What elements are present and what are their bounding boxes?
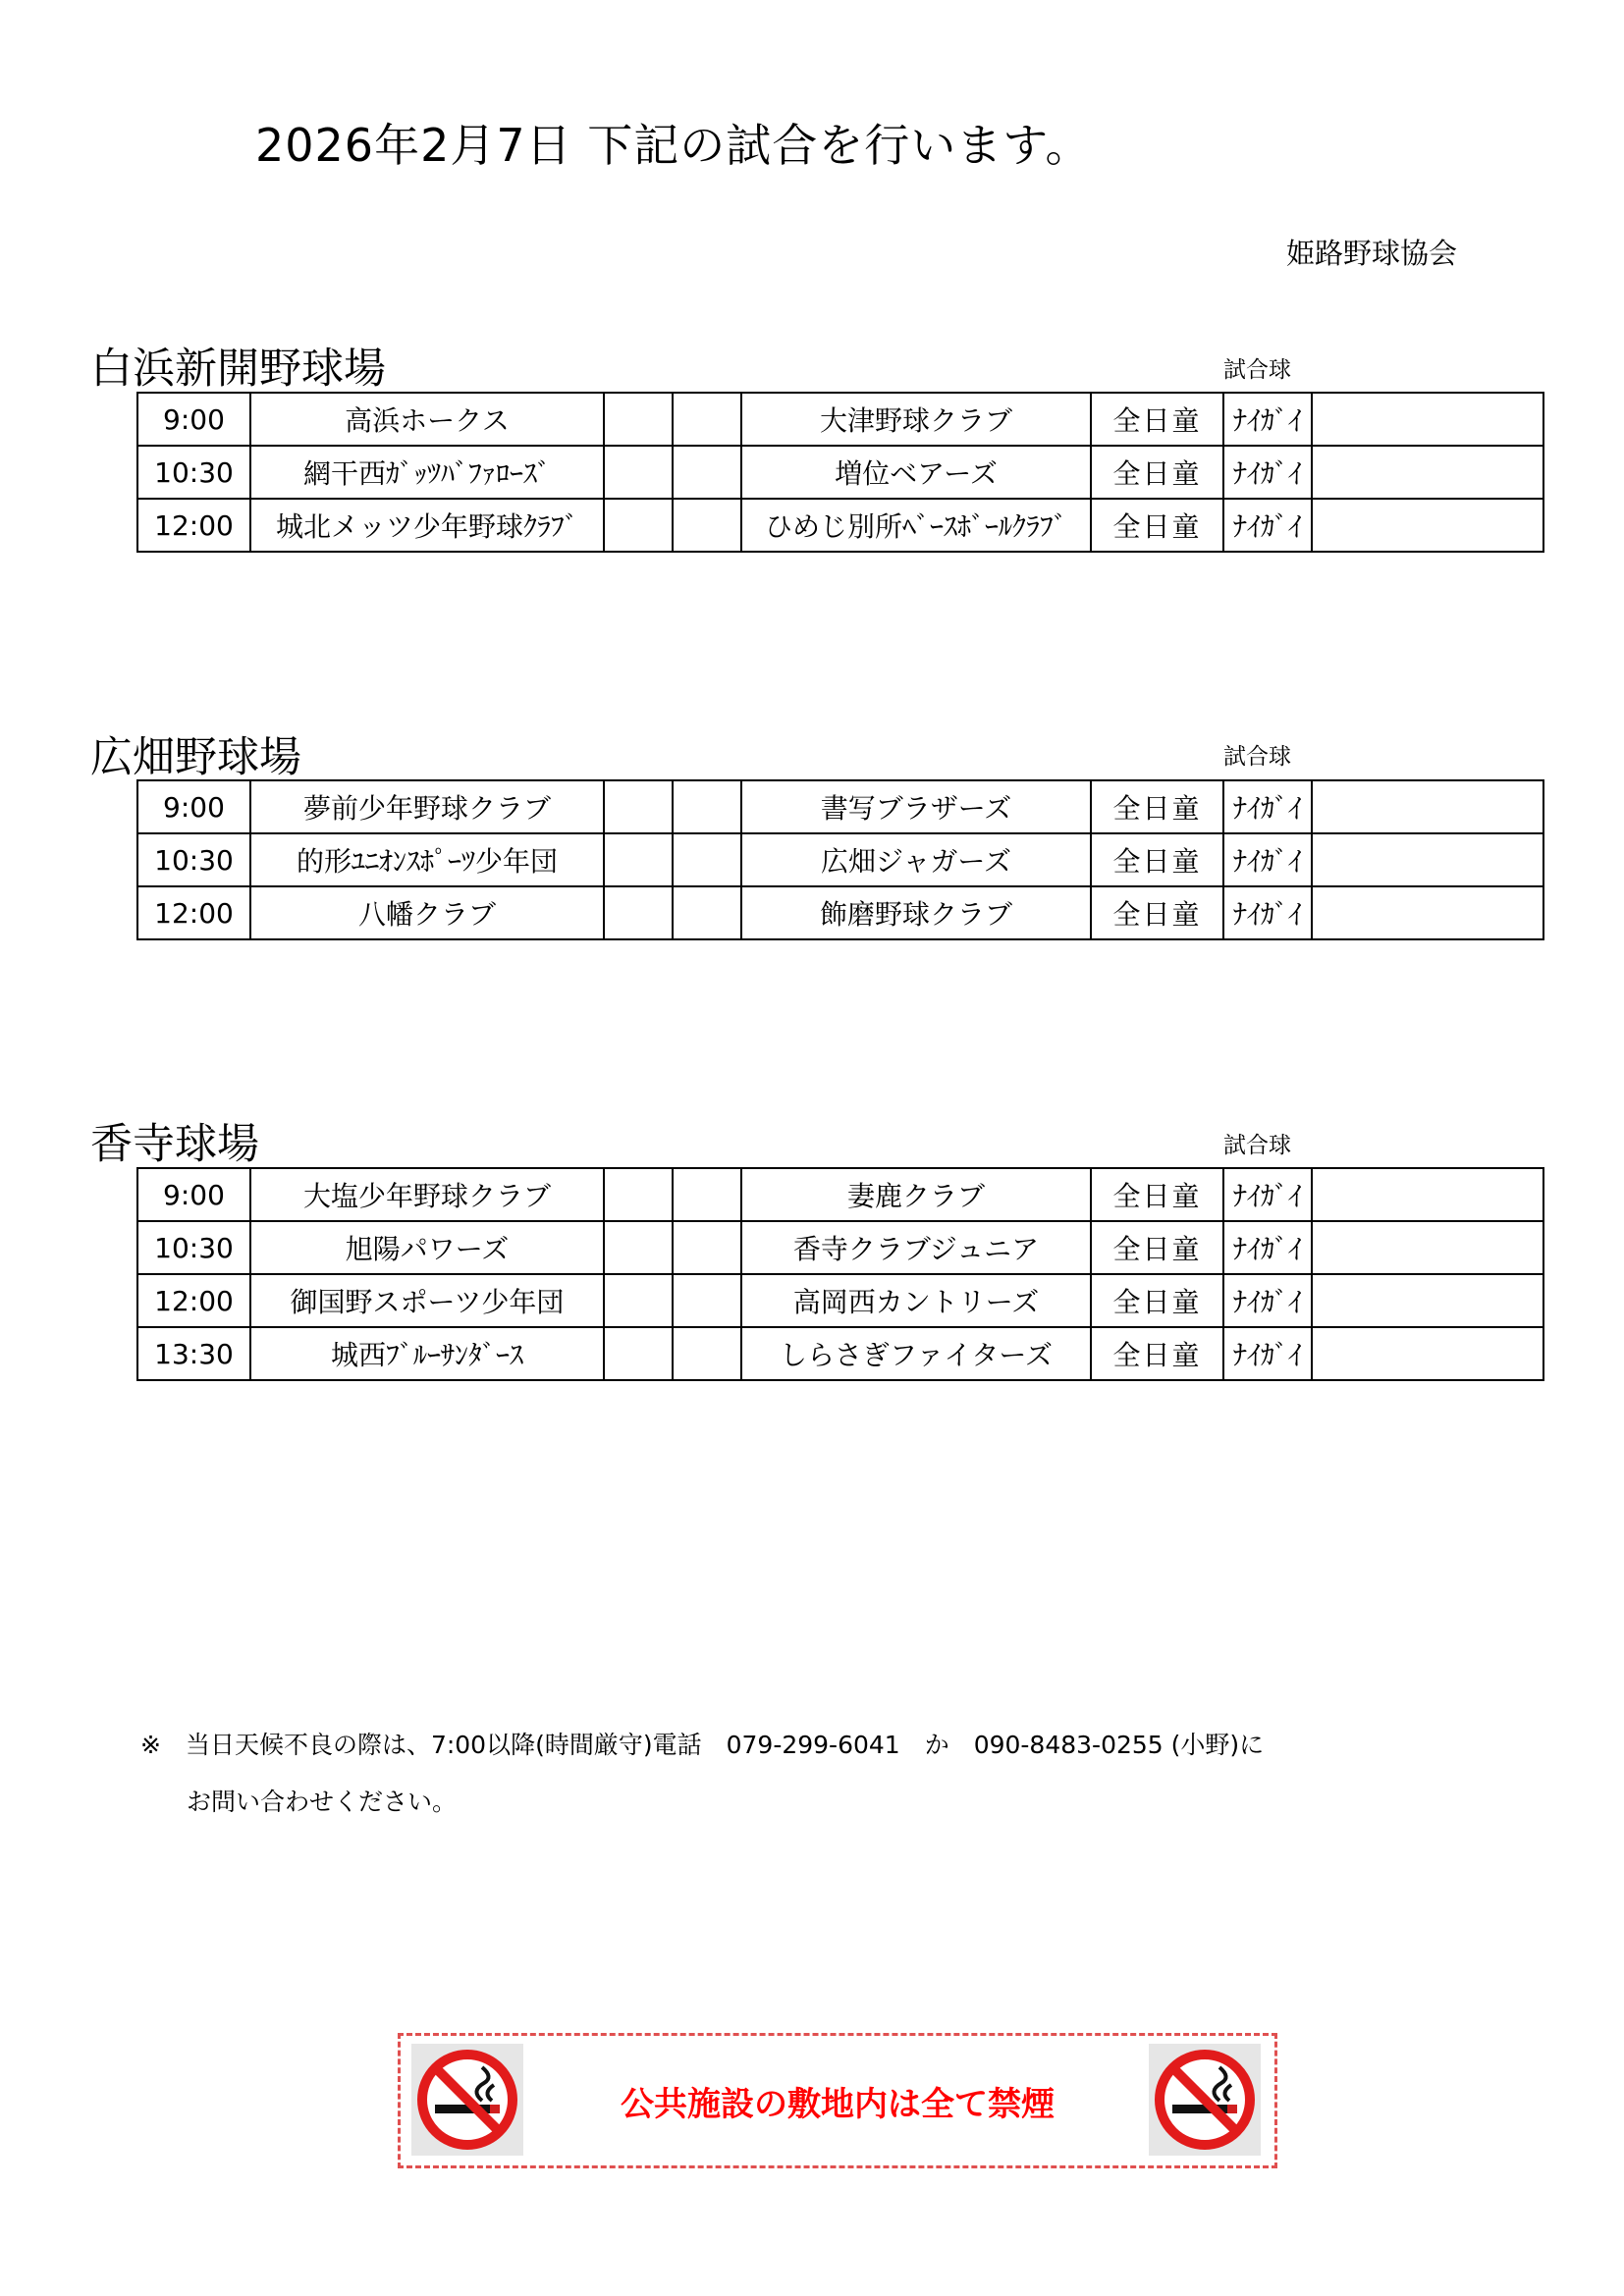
game-category: 全日童	[1091, 1274, 1223, 1327]
ball-column-label: 試合球	[1223, 1133, 1291, 1158]
schedule-table	[136, 779, 1544, 940]
remarks-cell	[1312, 393, 1543, 446]
organizer-name: 姫路野球協会	[1286, 237, 1458, 270]
ball-column-label: 試合球	[1223, 357, 1291, 383]
away-team: 増位ベアーズ	[741, 446, 1091, 499]
schedule-table	[136, 1167, 1544, 1381]
home-team: 御国野スポーツ少年団	[250, 1274, 604, 1327]
away-team: 妻鹿クラブ	[741, 1168, 1091, 1221]
game-category: 全日童	[1091, 833, 1223, 886]
schedule-row	[137, 1274, 1543, 1327]
home-team: 八幡クラブ	[250, 886, 604, 939]
score-cell	[673, 499, 741, 552]
game-category: 全日童	[1091, 1221, 1223, 1274]
away-team: ひめじ別所ﾍﾞｰｽﾎﾞｰﾙｸﾗﾌﾞ	[741, 499, 1091, 552]
score-cell	[673, 1221, 741, 1274]
game-ball: ﾅｲｶﾞｲ	[1223, 1274, 1312, 1327]
score-cell	[604, 833, 673, 886]
score-cell	[604, 780, 673, 833]
score-cell	[604, 1327, 673, 1380]
schedule-row	[137, 393, 1543, 446]
away-team: 大津野球クラブ	[741, 393, 1091, 446]
game-time: 9:00	[137, 780, 250, 833]
game-ball: ﾅｲｶﾞｲ	[1223, 886, 1312, 939]
game-time: 9:00	[137, 393, 250, 446]
remarks-cell	[1312, 833, 1543, 886]
score-cell	[673, 1168, 741, 1221]
game-time: 13:30	[137, 1327, 250, 1380]
game-ball: ﾅｲｶﾞｲ	[1223, 1221, 1312, 1274]
score-cell	[673, 446, 741, 499]
remarks-cell	[1312, 1168, 1543, 1221]
away-team: 香寺クラブジュニア	[741, 1221, 1091, 1274]
game-category: 全日童	[1091, 780, 1223, 833]
game-ball: ﾅｲｶﾞｲ	[1223, 1168, 1312, 1221]
score-cell	[673, 393, 741, 446]
game-ball: ﾅｲｶﾞｲ	[1223, 393, 1312, 446]
remarks-cell	[1312, 1327, 1543, 1380]
no-smoking-text: 公共施設の敷地内は全て禁煙	[621, 2085, 1055, 2124]
schedule-row	[137, 833, 1543, 886]
weather-notice: ※ 当日天候不良の際は、7:00以降(時間厳守)電話 079-299-6041 か 090-8483-0255 (小野)に	[140, 1731, 1265, 1759]
game-ball: ﾅｲｶﾞｲ	[1223, 1327, 1312, 1380]
remarks-cell	[1312, 1221, 1543, 1274]
schedule-table	[136, 392, 1544, 553]
remarks-cell	[1312, 499, 1543, 552]
game-category: 全日童	[1091, 886, 1223, 939]
game-category: 全日童	[1091, 1327, 1223, 1380]
game-ball: ﾅｲｶﾞｲ	[1223, 499, 1312, 552]
away-team: しらさぎファイターズ	[741, 1327, 1091, 1380]
schedule-row	[137, 1168, 1543, 1221]
score-cell	[673, 1327, 741, 1380]
schedule-row	[137, 886, 1543, 939]
home-team: 夢前少年野球クラブ	[250, 780, 604, 833]
away-team: 書写ブラザーズ	[741, 780, 1091, 833]
venue-title: 白浜新開野球場	[90, 345, 386, 394]
game-time: 12:00	[137, 499, 250, 552]
score-cell	[673, 1274, 741, 1327]
game-time: 10:30	[137, 446, 250, 499]
game-time: 9:00	[137, 1168, 250, 1221]
score-cell	[604, 1221, 673, 1274]
game-category: 全日童	[1091, 1168, 1223, 1221]
weather-notice-continued: お問い合わせください。	[187, 1788, 458, 1816]
game-time: 10:30	[137, 833, 250, 886]
score-cell	[673, 780, 741, 833]
remarks-cell	[1312, 780, 1543, 833]
page-title: 2026年2月7日 下記の試合を行います。	[255, 119, 1092, 172]
score-cell	[604, 1274, 673, 1327]
schedule-row	[137, 1221, 1543, 1274]
schedule-row	[137, 780, 1543, 833]
schedule-row	[137, 1327, 1543, 1380]
venue-title: 広畑野球場	[90, 733, 301, 782]
score-cell	[673, 833, 741, 886]
game-ball: ﾅｲｶﾞｲ	[1223, 780, 1312, 833]
score-cell	[673, 886, 741, 939]
game-time: 12:00	[137, 1274, 250, 1327]
home-team: 的形ﾕﾆｵﾝｽﾎﾟｰﾂ少年団	[250, 833, 604, 886]
home-team: 旭陽パワーズ	[250, 1221, 604, 1274]
no-smoking-icon	[1149, 2044, 1261, 2156]
game-time: 10:30	[137, 1221, 250, 1274]
schedule-row	[137, 446, 1543, 499]
game-time: 12:00	[137, 886, 250, 939]
no-smoking-banner	[398, 2033, 1277, 2168]
home-team: 城西ﾌﾞﾙｰｻﾝﾀﾞｰｽ	[250, 1327, 604, 1380]
away-team: 広畑ジャガーズ	[741, 833, 1091, 886]
score-cell	[604, 393, 673, 446]
score-cell	[604, 446, 673, 499]
remarks-cell	[1312, 886, 1543, 939]
game-ball: ﾅｲｶﾞｲ	[1223, 833, 1312, 886]
home-team: 城北メッツ少年野球ｸﾗﾌﾞ	[250, 499, 604, 552]
home-team: 網干西ｶﾞｯﾂﾊﾞﾌｧﾛｰｽﾞ	[250, 446, 604, 499]
schedule-row	[137, 499, 1543, 552]
game-ball: ﾅｲｶﾞｲ	[1223, 446, 1312, 499]
away-team: 高岡西カントリーズ	[741, 1274, 1091, 1327]
game-category: 全日童	[1091, 499, 1223, 552]
game-category: 全日童	[1091, 446, 1223, 499]
game-category: 全日童	[1091, 393, 1223, 446]
ball-column-label: 試合球	[1223, 744, 1291, 770]
score-cell	[604, 499, 673, 552]
score-cell	[604, 886, 673, 939]
venue-title: 香寺球場	[90, 1120, 259, 1169]
no-smoking-icon	[411, 2044, 523, 2156]
remarks-cell	[1312, 446, 1543, 499]
remarks-cell	[1312, 1274, 1543, 1327]
home-team: 大塩少年野球クラブ	[250, 1168, 604, 1221]
away-team: 飾磨野球クラブ	[741, 886, 1091, 939]
score-cell	[604, 1168, 673, 1221]
home-team: 高浜ホークス	[250, 393, 604, 446]
